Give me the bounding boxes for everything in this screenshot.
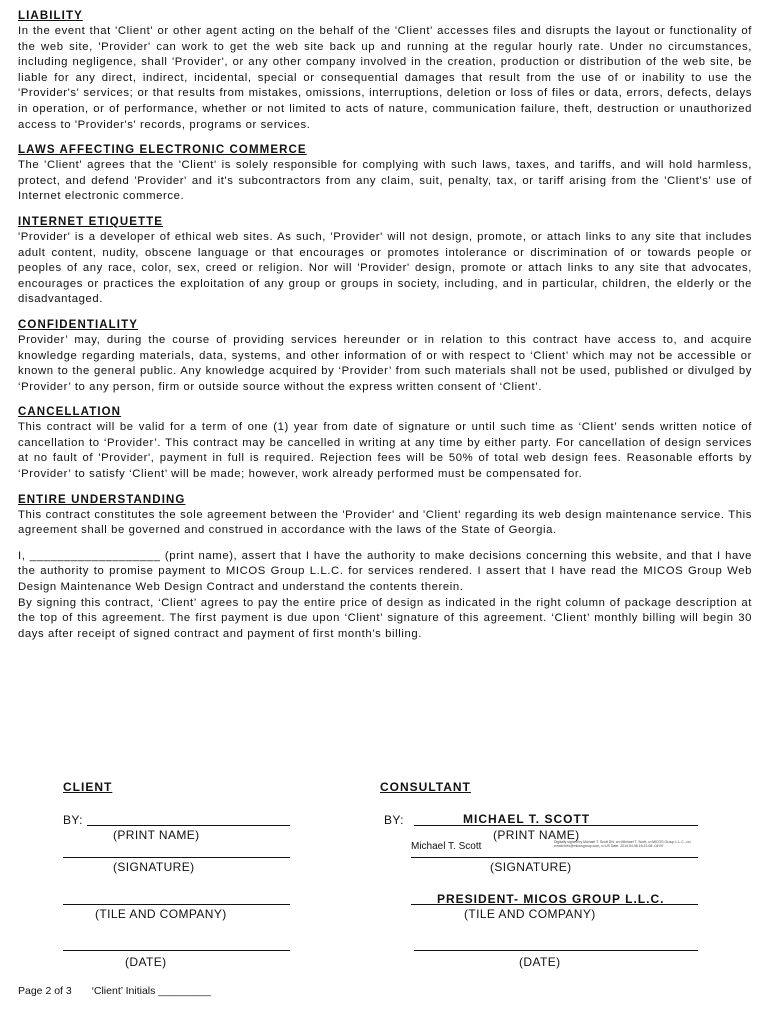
client-by-label: BY: bbox=[63, 813, 83, 827]
section-heading: ENTIRE UNDERSTANDING bbox=[18, 493, 186, 506]
section-heading: LAWS AFFECTING ELECTRONIC COMMERCE bbox=[18, 144, 307, 157]
client-name-line[interactable] bbox=[87, 825, 290, 826]
assertion-text: I, ___________________ (print name), assert that I have the authority to make decisions concerning this website, and that I have the authority to promise payment to MICOS Group L.L.C. for services rendered. I assert that I have read the MICOS Group Web Design Maintenance Web Design Contract and understand the contents therein. bbox=[18, 549, 752, 594]
section-text: This contract will be valid for a term of one (1) year from date of signature or until such time as ‘Client’ sends written notice of cancellation to ‘Provider’. This contract may be cancelled in writing at any time by either party. For cancellation of design services at no fault of 'Provider', payment in full is required. Rejection fees will be 50% of total web design fees. Reasonable efforts by ‘Provider’ to satisfy ‘Client’ will be made; however, work already performed must be compensated for. bbox=[18, 421, 752, 481]
section-text: The 'Client' agrees that the 'Client' is solely responsible for complying with such laws, taxes, and tariffs, and will hold harmless, protect, and defend 'Provider' and it's subcontractors from any claim, suit, penalty, tax, or tariff arising from the 'Client's' use of Internet electronic commerce. bbox=[18, 159, 752, 203]
section-text: This contract constitutes the sole agreement between the 'Provider' and 'Client' regarding its web design maintenance service. This agreement shall be governed and construed in accordance with the laws of the State of Georgia. bbox=[18, 508, 752, 537]
consultant-name: MICHAEL T. SCOTT bbox=[463, 812, 591, 826]
consultant-heading: CONSULTANT bbox=[380, 780, 471, 794]
section-text: Provider’ may, during the course of providing services hereunder or in relation to this contract have access to, and acquire knowledge regarding materials, data, systems, and other information of or with respect to ‘Client’ which may not be accessible or known to the general public. Any knowledge acquired by ‘Provider’ from such materials shall not be used, published or divulged by ‘Provider’ to any person, firm or outside source without the express written consent of ‘Client’. bbox=[18, 333, 752, 393]
consultant-signature-line bbox=[411, 857, 698, 858]
signature-meta: Digitally signed by Michael T. Scott DN: cn=Michael T. Scott, o=MICOS Group L.L.C., ou, email=info@micosgroup.com, c=US Date: 2014.04.08 16:21:08 -04'00' bbox=[554, 840, 692, 849]
consultant-signature-label: (SIGNATURE) bbox=[490, 860, 572, 874]
consultant-by-label: BY: bbox=[384, 813, 404, 827]
consultant-date-line[interactable] bbox=[414, 950, 698, 951]
consultant-name-line bbox=[414, 825, 698, 826]
client-initials: ‘Client’ Initials _________ bbox=[91, 985, 211, 997]
consultant-print-name-label: (PRINT NAME) bbox=[493, 828, 580, 842]
client-signature-label: (SIGNATURE) bbox=[113, 860, 195, 874]
section-heading: LIABILITY bbox=[18, 10, 83, 22]
client-date-line[interactable] bbox=[63, 950, 290, 951]
client-heading: CLIENT bbox=[63, 780, 113, 794]
consultant-signature-image: Michael T. Scott bbox=[411, 841, 482, 852]
section-heading: CONFIDENTIALITY bbox=[18, 318, 138, 331]
client-signature-line[interactable] bbox=[63, 857, 290, 858]
client-title-line[interactable] bbox=[63, 904, 290, 905]
page-number: Page 2 of 3 bbox=[18, 985, 72, 997]
section-text: In the event that 'Client' or other agent acting on the behalf of the 'Client' accesses files and disrupts the layout or functionality of the web site, 'Provider' can work to get the web site back up and running at the regular hourly rate. Under no circumstances, including negligence, shall 'Provider', or any other company involved in the creation, production or distribution of the web site, be liable for any direct, indirect, incidental, special or consequential damages that result from the use of or inability to use the 'Provider's' services; or that results from mistakes, omissions, interruptions, deletion or loss of files or data, errors, defects, delays in operation, or of performance, whether or not limited to acts of nature, communication failure, theft, destruction or unauthorized access to 'Provider's' records, programs or services. bbox=[18, 25, 752, 131]
section-text: 'Provider' is a developer of ethical web sites. As such, 'Provider' will not design, promote, or attach links to any site that includes adult content, nudity, obscene language or that encourages or promotes intolerance or discrimination of or towards people or peoples of any race, color, sex, creed or religion. Nor will 'Provider' design, promote or attach links to any site that advocates, encourages or practices the exploitation of any group or groups in society, including, and in particular, children, the elderly or the disadvantaged. bbox=[18, 230, 752, 306]
page-footer bbox=[18, 985, 211, 997]
section-heading: CANCELLATION bbox=[18, 406, 122, 419]
section-heading: INTERNET ETIQUETTE bbox=[18, 215, 164, 228]
client-title-label: (TILE AND COMPANY) bbox=[95, 907, 227, 921]
consultant-title-label: (TILE AND COMPANY) bbox=[464, 907, 596, 921]
payment-text: By signing this contract, ‘Client’ agrees to pay the entire price of design as indicated in the right column of package description at the top of this agreement. The first payment is due upon ‘Client’ signature of this agreement. ‘Client’ monthly billing will begin 30 days after receipt of signed contract and payment of first month’s billing. bbox=[18, 596, 752, 640]
consultant-date-label: (DATE) bbox=[519, 955, 561, 969]
consultant-title-line bbox=[411, 904, 698, 905]
client-date-label: (DATE) bbox=[125, 955, 167, 969]
consultant-title: PRESIDENT- MICOS GROUP L.L.C. bbox=[437, 892, 665, 906]
client-print-name-label: (PRINT NAME) bbox=[113, 828, 200, 842]
